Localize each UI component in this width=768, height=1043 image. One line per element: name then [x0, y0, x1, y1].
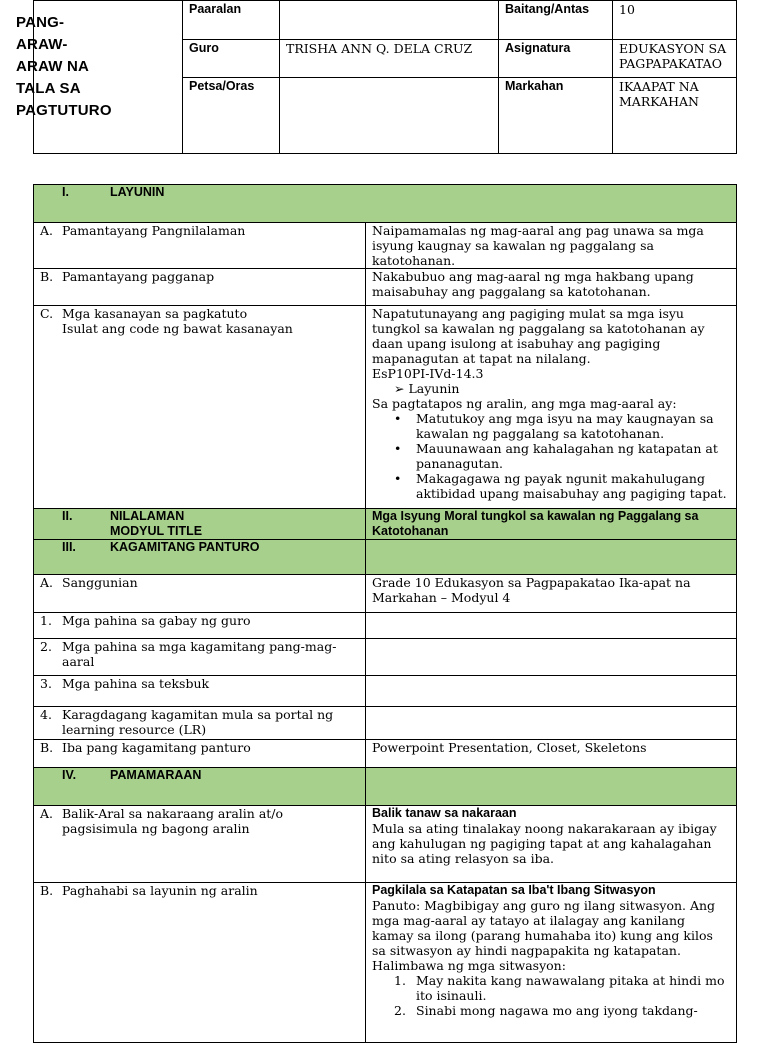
list-number: 1. — [394, 973, 406, 988]
paaralan-label: Paaralan — [183, 1, 280, 40]
row-label: Pamantayang pagganap — [62, 269, 215, 284]
table-row — [34, 269, 737, 306]
list-item-text: Mauunawaan ang kahalagahan ng katapatan at pananagutan. — [416, 441, 718, 471]
row-value: Nakabubuo ang mag-aaral ng mga hakbang upang maisabuhay ang paggalang sa katotohanan. — [366, 269, 737, 306]
header-table — [16, 0, 737, 154]
doc-title-cell — [16, 1, 183, 154]
examples-list — [372, 973, 730, 1018]
list-item — [394, 1003, 730, 1018]
markahan-label: Markahan — [499, 78, 613, 154]
activity-text: Panuto: Magbibigay ang guro ng ilang sitwasyon. Ang mga mag-aaral ay tatayo at ilalagay ang kanilang kamay sa ilong (parang humahaba ito) kung ang kilos sa sitwasyon ay hindi nagpapakita ng katapatan. — [372, 898, 716, 958]
row-label: Mga pahina sa gabay ng guro — [62, 613, 251, 628]
row-label: Balik-Aral sa nakaraang aralin at/o pagsisimula ng bagong aralin — [62, 806, 284, 836]
arrow-icon: ➢ — [394, 381, 405, 396]
row-number: A. — [40, 806, 54, 821]
list-number: 2. — [394, 1003, 406, 1018]
section-layunin — [34, 185, 737, 223]
doc-title-line: PANG- — [16, 14, 65, 31]
section-number: I. — [62, 185, 69, 199]
row-number: B. — [40, 883, 54, 898]
table-row — [34, 740, 737, 768]
asignatura-label: Asignatura — [499, 40, 613, 78]
row-label: Paghahabi sa layunin ng aralin — [62, 883, 258, 898]
row-value: Powerpoint Presentation, Closet, Skeletons — [366, 740, 737, 768]
list-item-text: May nakita kang nawawalang pitaka at hindi mo ito isinauli. — [416, 973, 725, 1003]
table-row — [34, 707, 737, 740]
row-value: Grade 10 Edukasyon sa Pagpapakatao Ika-apat na Markahan – Modyul 4 — [366, 575, 737, 613]
activity-heading: Balik tanaw sa nakaraan — [372, 806, 517, 820]
row-value: Naipamamalas ng mag-aaral ang pag unawa sa mga isyung kaugnay sa kawalan ng paggalang sa katotohanan. — [366, 223, 737, 269]
doc-title-line: ARAW- — [16, 36, 68, 53]
row-label: Mga kasanayan sa pagkatuto — [62, 306, 248, 321]
lesson-plan-table — [33, 184, 737, 1043]
list-item — [394, 441, 730, 471]
section-title: KAGAMITANG PANTURO — [110, 540, 260, 554]
row-sublabel: Isulat ang code ng bawat kasanayan — [62, 321, 293, 336]
paaralan-value — [280, 1, 499, 40]
petsa-value — [280, 78, 499, 154]
objectives-intro: Sa pagtatapos ng aralin, ang mga mag-aaral ay: — [372, 396, 677, 411]
examples-label: Halimbawa ng mga sitwasyon: — [372, 958, 566, 973]
section-number: II. — [62, 509, 73, 523]
section-nilalaman — [34, 509, 737, 540]
row-label: Karagdagang kagamitan mula sa portal ng learning resource (LR) — [62, 707, 334, 737]
activity-heading: Pagkilala sa Katapatan sa Iba't Ibang Sitwasyon — [372, 883, 656, 897]
section-subtitle: MODYUL TITLE — [110, 524, 203, 538]
row-number: A. — [40, 223, 54, 238]
list-item — [394, 471, 730, 501]
list-item — [394, 973, 730, 1003]
row-number: A. — [40, 575, 54, 590]
row-label: Mga pahina sa teksbuk — [62, 676, 210, 691]
guro-label: Guro — [183, 40, 280, 78]
bullet-icon: • — [394, 471, 402, 486]
section-kagamitan — [34, 540, 737, 575]
row-label: Sanggunian — [62, 575, 138, 590]
list-item-text: Sinabi mong nagawa mo ang iyong takdang- — [416, 1003, 698, 1018]
objectives-list — [372, 411, 730, 501]
guro-value: TRISHA ANN Q. DELA CRUZ — [280, 40, 499, 78]
competency-code: EsP10PI-IVd-14.3 — [372, 366, 484, 381]
row-number: B. — [40, 269, 54, 284]
section-title: NILALAMAN — [110, 509, 185, 523]
bullet-icon: • — [394, 441, 402, 456]
table-row — [34, 306, 737, 509]
row-number: B. — [40, 740, 54, 755]
bullet-icon: • — [394, 411, 402, 426]
row-number: 1. — [40, 613, 52, 628]
list-item-text: Makagagawa ng payak ngunit makahulugang aktibidad upang maisabuhay ang pagiging tapat. — [416, 471, 727, 501]
doc-title-line: PAGTUTURO — [16, 102, 112, 119]
section-number: III. — [62, 540, 76, 554]
row-number: C. — [40, 306, 54, 321]
petsa-label: Petsa/Oras — [183, 78, 280, 154]
table-row — [34, 223, 737, 269]
doc-title-line: ARAW NA — [16, 58, 90, 75]
row-label: Iba pang kagamitang panturo — [62, 740, 251, 755]
table-row — [34, 676, 737, 707]
doc-title-line: TALA SA — [16, 80, 81, 97]
row-value: Napatutunayang ang pagiging mulat sa mga isyu tungkol sa kawalan ng paggalang sa katotohanan ay daan upang isulong at isabuhay ang pagiging mapanagutan at tapat na nilalang. — [372, 306, 705, 366]
doc-title — [12, 2, 190, 122]
module-title: Mga Isyung Moral tungkol sa kawalan ng Paggalang sa Katotohanan — [366, 509, 737, 540]
row-number: 3. — [40, 676, 52, 691]
table-row — [34, 575, 737, 613]
table-row — [34, 883, 737, 1043]
row-number: 4. — [40, 707, 52, 722]
section-pamamaraan — [34, 768, 737, 806]
table-row — [34, 806, 737, 883]
section-title: PAMAMARAAN — [110, 768, 202, 782]
baitang-label: Baitang/Antas — [499, 1, 613, 40]
section-title: LAYUNIN — [110, 185, 165, 199]
row-label: Pamantayang Pangnilalaman — [62, 223, 246, 238]
asignatura-value: EDUKASYON SA PAGPAPAKATAO — [613, 40, 737, 78]
objectives-heading: Layunin — [408, 381, 460, 396]
activity-text: Mula sa ating tinalakay noong nakarakaraan ay ibigay ang kahulugan ng pagiging tapat at ang kahalagahan nito sa ating relasyon sa iba. — [372, 821, 717, 866]
row-label: Mga pahina sa mga kagamitang pang-mag-aaral — [62, 639, 337, 669]
baitang-value: 10 — [613, 1, 737, 40]
section-number: IV. — [62, 768, 77, 782]
table-row — [34, 613, 737, 639]
list-item-text: Matutukoy ang mga isyu na may kaugnayan sa kawalan ng paggalang sa katotohanan. — [416, 411, 714, 441]
markahan-value: IKAAPAT NA MARKAHAN — [613, 78, 737, 154]
row-number: 2. — [40, 639, 52, 654]
list-item — [394, 411, 730, 441]
table-row — [34, 639, 737, 676]
